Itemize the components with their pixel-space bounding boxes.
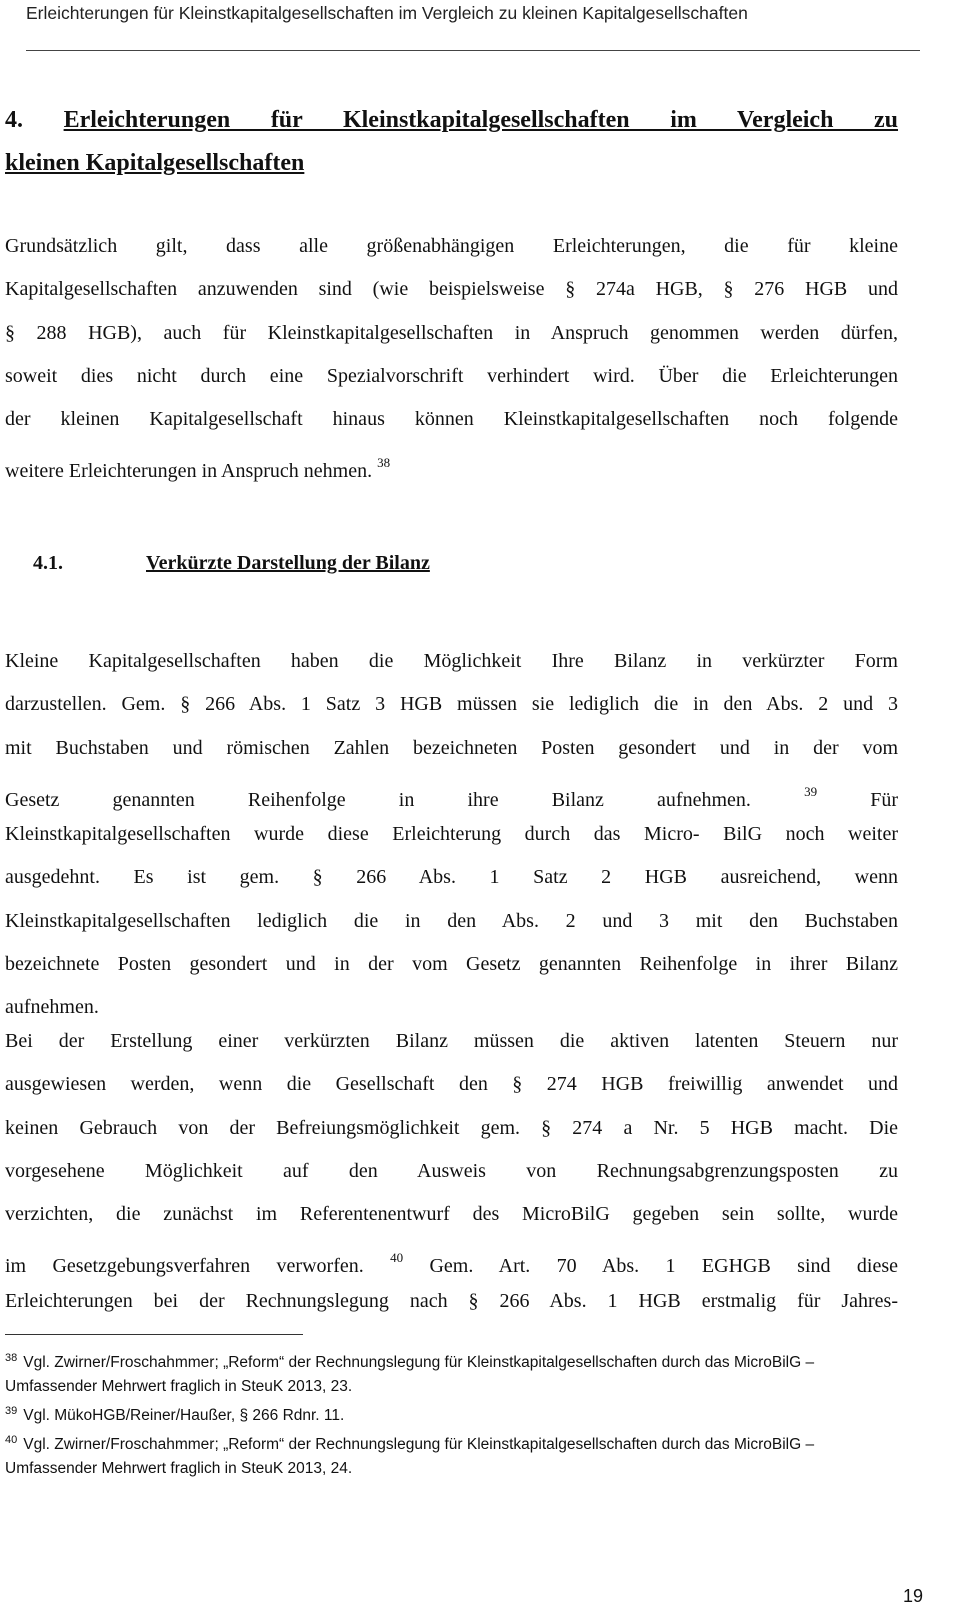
section-title: Verkürzte Darstellung der Bilanz (146, 552, 430, 574)
intro-paragraph (5, 225, 898, 485)
chapter-heading-line-1 (5, 100, 898, 143)
footnote-ref-39[interactable]: 39 (804, 783, 818, 799)
paragraph-line: Kleinstkapitalgesellschaften wurde diese Erleichterung durch das Micro- BilG noch weiter (5, 823, 898, 846)
footnote-text: Vgl. MükoHGB/Reiner/Haußer, § 266 Rdnr. 11. (23, 1407, 345, 1424)
intro-line: Grundsätzlich gilt, dass alle größenabhängigen Erleichterungen, die für kleine (5, 235, 898, 257)
paragraph-line: verzichten, die zunächst im Referentenentwurf des MicroBilG gegeben sein sollte, wurde (5, 1203, 898, 1226)
paragraph-line: Erleichterungen bei der Rechnungslegung nach § 266 Abs. 1 HGB erstmalig für Jahres- (5, 1289, 898, 1312)
chapter-heading-line-2 (5, 143, 898, 186)
intro-line: soweit dies nicht durch eine Spezialvorschrift verhindert wird. Über die Erleichterungen (5, 364, 898, 387)
paragraph-line: ausgewiesen werden, wenn die Gesellschaft den § 274 HGB freiwillig anwendet und (5, 1073, 898, 1096)
paragraph-last-line: aufnehmen. (5, 996, 99, 1019)
footnote-text: Vgl. Zwirner/Froschahmmer; „Reform“ der Rechnungslegung für Kleinstkapitalgesellschaften durch das MicroBilG – Umfassender Mehrwert fraglich in SteuK 2013, 23. (5, 1354, 815, 1395)
footnote-number: 39 (5, 1405, 18, 1417)
latente-steuern-paragraph (5, 1020, 898, 1323)
footnote-39 (5, 1399, 905, 1428)
intro-line: Kapitalgesellschaften anzuwenden sind (wie beispielsweise § 274a HGB, § 276 HGB und (5, 278, 898, 301)
paragraph-line-text: Gesetz genannten Reihenfolge in ihre Bilanz aufnehmen. (5, 788, 751, 811)
paragraph-line: Kleinstkapitalgesellschaften lediglich die in den Abs. 2 und 3 mit den Buchstaben (5, 909, 898, 932)
paragraph-line: ausgedehnt. Es ist gem. § 266 Abs. 1 Satz 2 HGB ausreichend, wenn (5, 866, 898, 889)
paragraph-line: Kleine Kapitalgesellschaften haben die Möglichkeit Ihre Bilanz in verkürzter Form (5, 650, 898, 672)
paragraph-line: vorgesehene Möglichkeit auf den Ausweis von Rechnungsabgrenzungsposten zu (5, 1159, 898, 1182)
running-header: Erleichterungen für Kleinstkapitalgesellschaften im Vergleich zu kleinen Kapitalgesellschaften (26, 3, 748, 23)
paragraph-line: darzustellen. Gem. § 266 Abs. 1 Satz 3 HGB müssen sie lediglich die in den Abs. 2 und 3 (5, 693, 898, 716)
footnote-ref-40[interactable]: 40 (390, 1250, 404, 1266)
footnote-40 (5, 1428, 905, 1481)
chapter-number: 4. (5, 107, 23, 133)
footnote-divider (5, 1334, 303, 1335)
footnote-ref-38[interactable]: 38 (377, 455, 391, 471)
footnotes (5, 1346, 905, 1481)
header-divider (26, 50, 920, 51)
footnote-number: 38 (5, 1352, 18, 1364)
intro-line: der kleinen Kapitalgesellschaft hinaus können Kleinstkapitalgesellschaften noch folgende (5, 408, 898, 431)
paragraph-line-with-ref (5, 1236, 898, 1279)
footnote-number: 40 (5, 1434, 18, 1446)
chapter-title-line-1: Erleichterungen für Kleinstkapitalgesellschaften im Vergleich zu (63, 107, 899, 133)
chapter-title-line-2: kleinen Kapitalgesellschaften (5, 150, 305, 177)
page-number: 19 (903, 1586, 924, 1606)
section-heading (33, 552, 430, 575)
paragraph-line-text: Gem. Art. 70 Abs. 1 EGHGB sind diese (429, 1255, 898, 1278)
paragraph-line: keinen Gebrauch von der Befreiungsmöglichkeit gem. § 274 a Nr. 5 HGB macht. Die (5, 1116, 898, 1139)
intro-line: § 288 HGB), auch für Kleinstkapitalgesellschaften in Anspruch genommen werden dürfen, (5, 321, 898, 344)
bilanz-paragraph (5, 640, 898, 1030)
footnote-38 (5, 1346, 905, 1399)
paragraph-line: bezeichnete Posten gesondert und in der vom Gesetz genannten Reihenfolge in ihrer Bilanz (5, 953, 898, 976)
paragraph-line: Bei der Erstellung einer verkürzten Bilanz müssen die aktiven latenten Steuern nur (5, 1030, 898, 1052)
chapter-heading (5, 100, 898, 187)
paragraph-line-text: im Gesetzgebungsverfahren verworfen. (5, 1255, 364, 1278)
section-number: 4.1. (33, 552, 63, 574)
paragraph-line: mit Buchstaben und römischen Zahlen bezeichneten Posten gesondert und in der vom (5, 736, 898, 759)
paragraph-line-text: Für (870, 788, 899, 811)
intro-last-text: weitere Erleichterungen in Anspruch nehmen. (5, 460, 373, 483)
paragraph-line-with-ref (5, 770, 898, 813)
intro-last-line (5, 441, 898, 484)
footnote-text: Vgl. Zwirner/Froschahmmer; „Reform“ der Rechnungslegung für Kleinstkapitalgesellschaften durch das MicroBilG – Umfassender Mehrwert fraglich in SteuK 2013, 24. (5, 1436, 815, 1477)
